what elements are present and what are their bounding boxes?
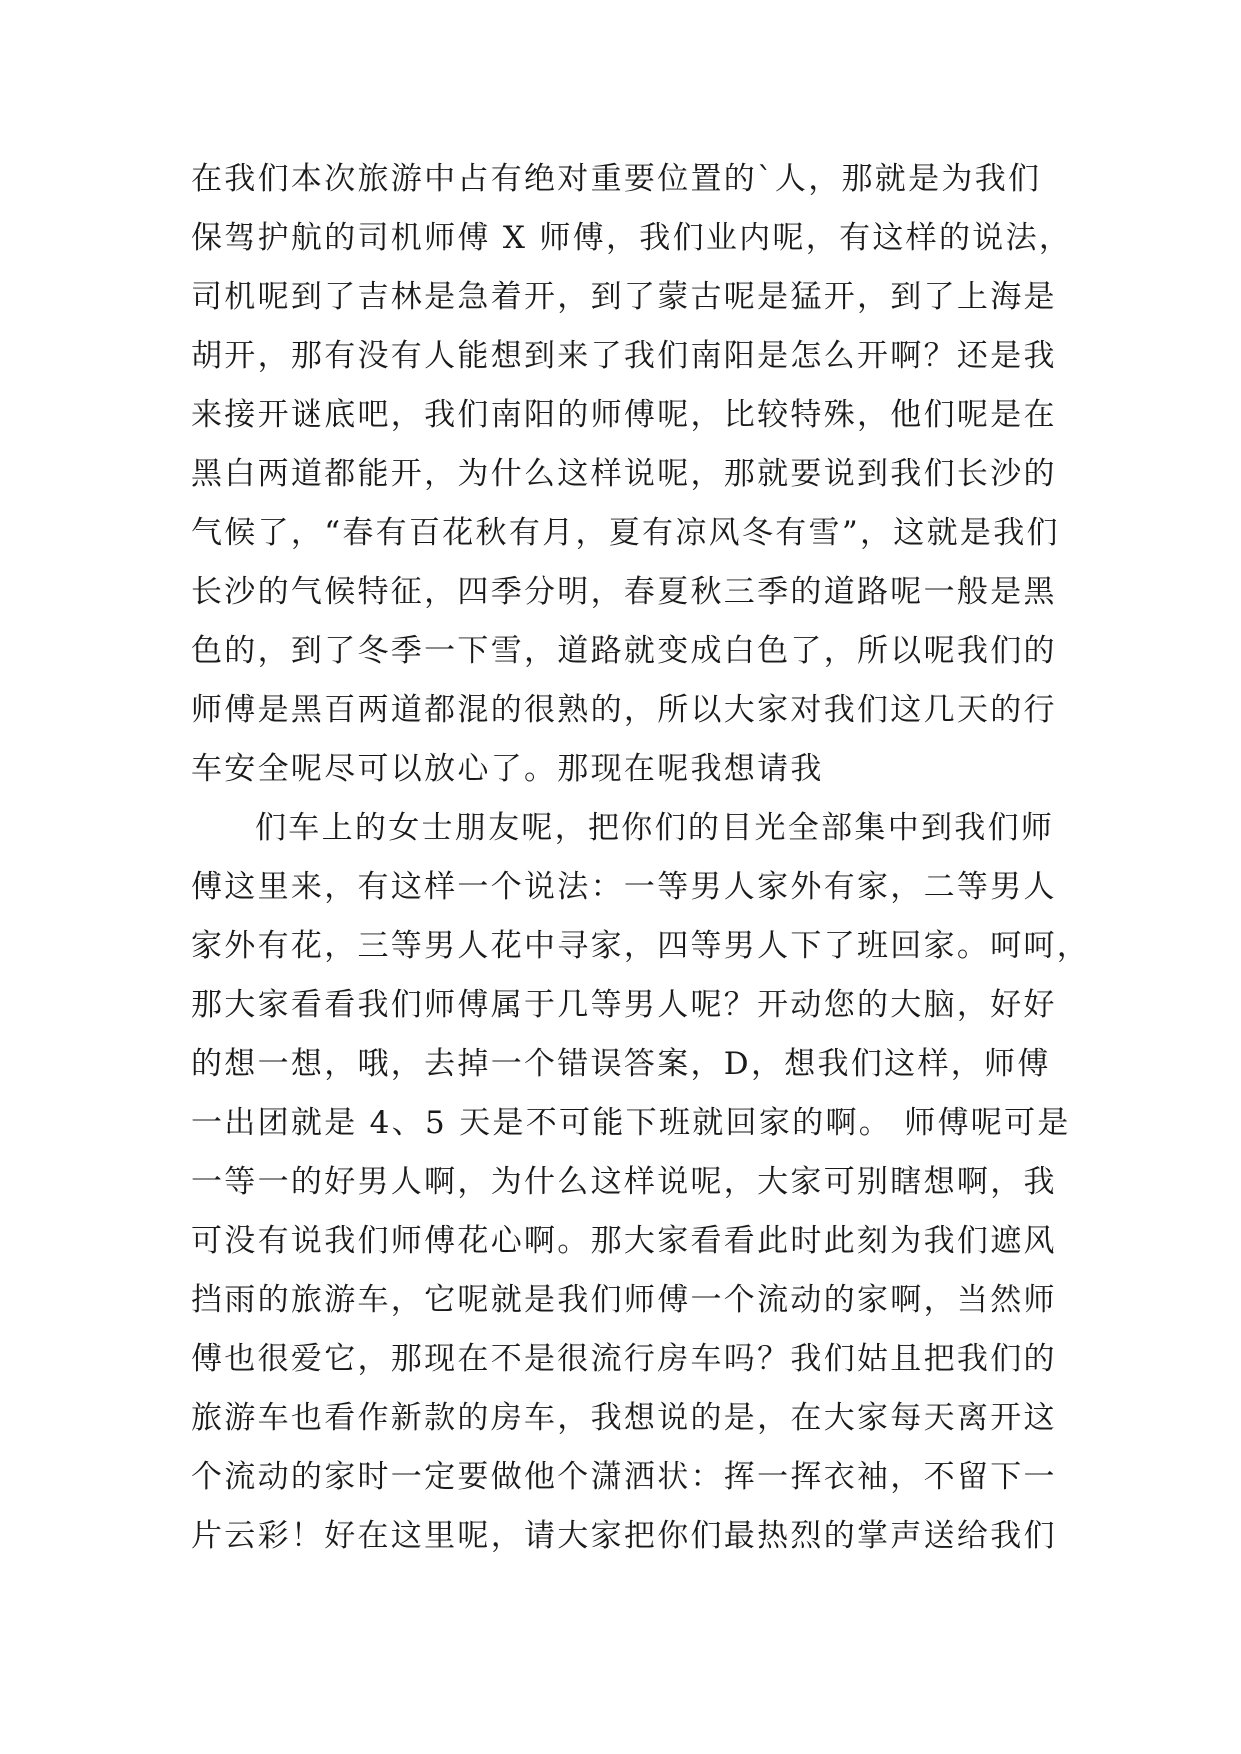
text-line: 家外有花，三等男人花中寻家，四等男人下了班回家。呵呵，: [191, 928, 1091, 964]
text-line: 师傅是黑百两道都混的很熟的，所以大家对我们这几天的行: [191, 692, 1057, 728]
text-line: 可没有说我们师傅花心啊。那大家看看此时此刻为我们遮风: [191, 1223, 1057, 1259]
text-line: 车安全呢尽可以放心了。那现在呢我想请我: [191, 751, 824, 787]
text-line: 那大家看看我们师傅属于几等男人呢？开动您的大脑，好好: [191, 987, 1057, 1023]
text-line: 在我们本次旅游中占有绝对重要位置的`人，那就是为我们: [191, 161, 1042, 197]
text-line: 傅也很爱它，那现在不是很流行房车吗？我们姑且把我们的: [191, 1341, 1057, 1377]
text-line: 来接开谜底吧，我们南阳的师傅呢，比较特殊，他们呢是在: [191, 397, 1057, 433]
text-line: 保驾护航的司机师傅 X 师傅，我们业内呢，有这样的说法，: [191, 220, 1073, 256]
text-line: 司机呢到了吉林是急着开，到了蒙古呢是猛开，到了上海是: [191, 279, 1057, 315]
paragraph-start-line: 们车上的女士朋友呢，把你们的目光全部集中到我们师: [255, 810, 1055, 846]
text-line: 挡雨的旅游车，它呢就是我们师傅一个流动的家啊，当然师: [191, 1282, 1057, 1318]
text-line: 旅游车也看作新款的房车，我想说的是，在大家每天离开这: [191, 1400, 1057, 1436]
text-line: 傅这里来，有这样一个说法：一等男人家外有家，二等男人: [191, 869, 1057, 905]
text-line: 个流动的家时一定要做他个潇洒状：挥一挥衣袖，不留下一: [191, 1459, 1057, 1495]
text-line: 长沙的气候特征，四季分明，春夏秋三季的道路呢一般是黑: [191, 574, 1057, 610]
text-line: 一出团就是 4、5 天是不可能下班就回家的啊。 师傅呢可是: [191, 1105, 1071, 1141]
text-line: 气候了，“春有百花秋有月，夏有凉风冬有雪”，这就是我们: [191, 515, 1060, 551]
text-line: 黑白两道都能开，为什么这样说呢，那就要说到我们长沙的: [191, 456, 1057, 492]
text-line: 的想一想，哦，去掉一个错误答案，D，想我们这样，师傅: [191, 1046, 1051, 1082]
text-line: 片云彩！好在这里呢，请大家把你们最热烈的掌声送给我们: [191, 1518, 1057, 1554]
text-line: 色的，到了冬季一下雪，道路就变成白色了，所以呢我们的: [191, 633, 1057, 669]
text-line: 胡开，那有没有人能想到来了我们南阳是怎么开啊？还是我: [191, 338, 1057, 374]
body-text: [191, 150, 1091, 1566]
text-line: 一等一的好男人啊，为什么这样说呢，大家可别瞎想啊，我: [191, 1164, 1057, 1200]
